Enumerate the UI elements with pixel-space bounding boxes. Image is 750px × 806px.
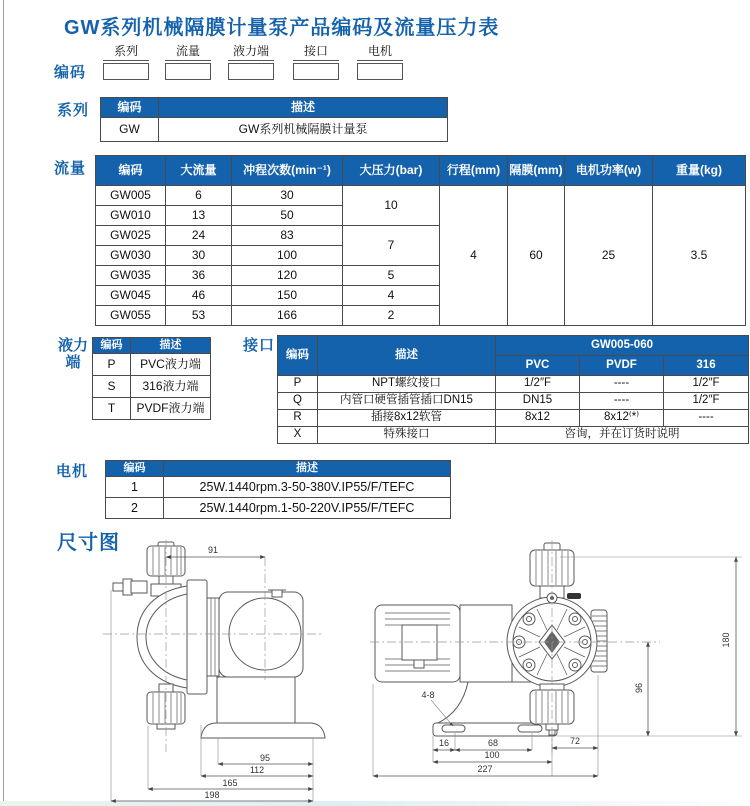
dim-label: 95: [259, 753, 271, 763]
cell: 25W.1440rpm.3-50-380V.IP55/F/TEFC: [164, 477, 451, 498]
cell: 53: [166, 306, 232, 326]
column-header: 编码: [278, 336, 318, 376]
cell: 316液力端: [131, 376, 211, 398]
dim-label: 198: [204, 790, 220, 800]
cell: 166: [232, 306, 343, 326]
cell-diaphragm: 60: [508, 186, 565, 326]
cell: Q: [278, 393, 318, 410]
cell-pressure: 5: [343, 266, 440, 286]
table-header-row: [101, 98, 448, 118]
dim-label: 180: [721, 632, 731, 648]
cell-note: 咨询，并在订货时说明: [496, 427, 749, 444]
dim-label-holes: 4-8: [421, 690, 435, 700]
cell: 24: [166, 226, 232, 246]
hydraulic-end-label-line2: 端: [65, 354, 81, 371]
coding-field-label: 系列: [103, 44, 149, 61]
cell: 8x12: [496, 410, 580, 427]
cell: 1/2″F: [664, 393, 749, 410]
cell: 30: [232, 186, 343, 206]
series-section-label: 系列: [57, 102, 90, 119]
cell: 插接8x12软管: [318, 410, 496, 427]
cell: GW010: [96, 206, 166, 226]
page-title: GW系列机械隔膜计量泵产品编码及流量压力表: [64, 17, 500, 39]
dimensions-section-label: 尺寸图: [57, 532, 120, 554]
table-row: [93, 398, 211, 420]
coding-section-label: 编码: [54, 64, 87, 81]
cell: 1/2″F: [496, 376, 580, 393]
dim-label: 16: [438, 738, 450, 748]
cell: 1/2″F: [664, 376, 749, 393]
column-header: 编码: [93, 338, 131, 354]
coding-field-interface: [293, 44, 339, 80]
column-header: 大流量: [166, 156, 232, 186]
cell-motor-power: 25: [565, 186, 653, 326]
pump-side-view-drawing: [95, 540, 335, 806]
cell: 50: [232, 206, 343, 226]
cell-pressure-group: 7: [343, 226, 440, 266]
coding-field-label: 电机: [357, 44, 403, 61]
cell: DN15: [496, 393, 580, 410]
hydraulic-end-section-label: [53, 337, 93, 371]
cell-stroke: 4: [440, 186, 508, 326]
pump-body-outline: [113, 542, 325, 738]
column-header: 描述: [131, 338, 211, 354]
column-header: 316: [664, 356, 749, 376]
cell: P: [93, 354, 131, 376]
cell: ----: [664, 410, 749, 427]
cell: S: [93, 376, 131, 398]
dim-label: 112: [249, 765, 265, 775]
coding-field-label: 接口: [293, 44, 339, 61]
dim-label: 227: [477, 764, 493, 774]
coding-field-box: [293, 63, 339, 80]
cell: 36: [166, 266, 232, 286]
column-header: 编码: [106, 461, 164, 477]
interface-section-label: 接口: [243, 337, 276, 354]
cell: GW030: [96, 246, 166, 266]
coding-field-label: 液力端: [228, 44, 274, 61]
flow-table: [95, 155, 746, 326]
column-header: 重量(kg): [653, 156, 746, 186]
cell-pressure: 2: [343, 306, 440, 326]
cell: 150: [232, 286, 343, 306]
cell: R: [278, 410, 318, 427]
column-header: 编码: [101, 98, 159, 118]
table-header-row: [96, 156, 746, 186]
cell: X: [278, 427, 318, 444]
cell: 特殊接口: [318, 427, 496, 444]
cell-weight: 3.5: [653, 186, 746, 326]
column-header: 描述: [164, 461, 451, 477]
cell: PVC液力端: [131, 354, 211, 376]
cell-pressure-group: 10: [343, 186, 440, 226]
cell: 8x12⁽*⁾: [580, 410, 664, 427]
coding-field-series: [103, 44, 149, 80]
column-header: 编码: [96, 156, 166, 186]
table-header-row: [278, 336, 749, 356]
column-header: 描述: [318, 336, 496, 376]
column-header: 大压力(bar): [343, 156, 440, 186]
dim-label: 165: [222, 778, 238, 788]
cell: GW005: [96, 186, 166, 206]
table-row: [106, 498, 451, 519]
column-header: 行程(mm): [440, 156, 508, 186]
cell: 2: [106, 498, 164, 519]
cell: 120: [232, 266, 343, 286]
column-header: 隔膜(mm): [508, 156, 565, 186]
column-header: PVC: [496, 356, 580, 376]
pump-front-view-drawing: [370, 540, 750, 806]
cell: PVDF液力端: [131, 398, 211, 420]
cell: GW055: [96, 306, 166, 326]
flow-section-label: 流量: [54, 160, 87, 177]
cell: GW系列机械隔膜计量泵: [159, 118, 448, 142]
coding-field-motor: [357, 44, 403, 80]
dim-label: 68: [487, 738, 499, 748]
hydraulic-end-table: [92, 337, 211, 420]
table-row: [278, 393, 749, 410]
column-header: 描述: [159, 98, 448, 118]
table-row: [96, 186, 746, 206]
table-row: [106, 477, 451, 498]
coding-field-flow: [165, 44, 211, 80]
hydraulic-end-label-line1: 液力: [57, 337, 88, 354]
interface-table: [277, 335, 749, 444]
cell: NPT螺纹接口: [318, 376, 496, 393]
table-header-row: [93, 338, 211, 354]
table-row: [93, 376, 211, 398]
coding-field-box: [165, 63, 211, 80]
series-table: [100, 97, 448, 142]
column-header: 电机功率(w): [565, 156, 653, 186]
cell: GW025: [96, 226, 166, 246]
cell: 25W.1440rpm.1-50-220V.IP55/F/TEFC: [164, 498, 451, 519]
cell: GW045: [96, 286, 166, 306]
table-row: [101, 118, 448, 142]
column-header: PVDF: [580, 356, 664, 376]
pump-body-outline: [375, 543, 607, 736]
dim-label: 91: [207, 545, 219, 555]
cell: GW035: [96, 266, 166, 286]
coding-field-hydraulic-end: [228, 44, 274, 80]
table-row: [278, 427, 749, 444]
coding-field-label: 流量: [165, 44, 211, 61]
cell: T: [93, 398, 131, 420]
dim-label: 72: [569, 736, 581, 746]
cell: ----: [580, 376, 664, 393]
coding-field-box: [103, 63, 149, 80]
cell: 内管口硬管插管插口DN15: [318, 393, 496, 410]
table-row: [278, 376, 749, 393]
cell-pressure: 4: [343, 286, 440, 306]
table-row: [278, 410, 749, 427]
cell: GW: [101, 118, 159, 142]
cell: 13: [166, 206, 232, 226]
page-left-border: [3, 0, 4, 806]
cell: 1: [106, 477, 164, 498]
cell: 6: [166, 186, 232, 206]
cell: 100: [232, 246, 343, 266]
dim-label: 100: [484, 750, 500, 760]
cell: P: [278, 376, 318, 393]
cell: ----: [580, 393, 664, 410]
column-header: 冲程次数(min⁻¹): [232, 156, 343, 186]
cell: 46: [166, 286, 232, 306]
motor-section-label: 电机: [56, 463, 89, 480]
coding-field-box: [357, 63, 403, 80]
table-header-row: [106, 461, 451, 477]
coding-field-box: [228, 63, 274, 80]
cell: 30: [166, 246, 232, 266]
table-row: [93, 354, 211, 376]
dim-label: 96: [634, 682, 644, 694]
column-header-group: GW005-060: [496, 336, 749, 356]
cell: 83: [232, 226, 343, 246]
motor-table: [105, 460, 451, 519]
